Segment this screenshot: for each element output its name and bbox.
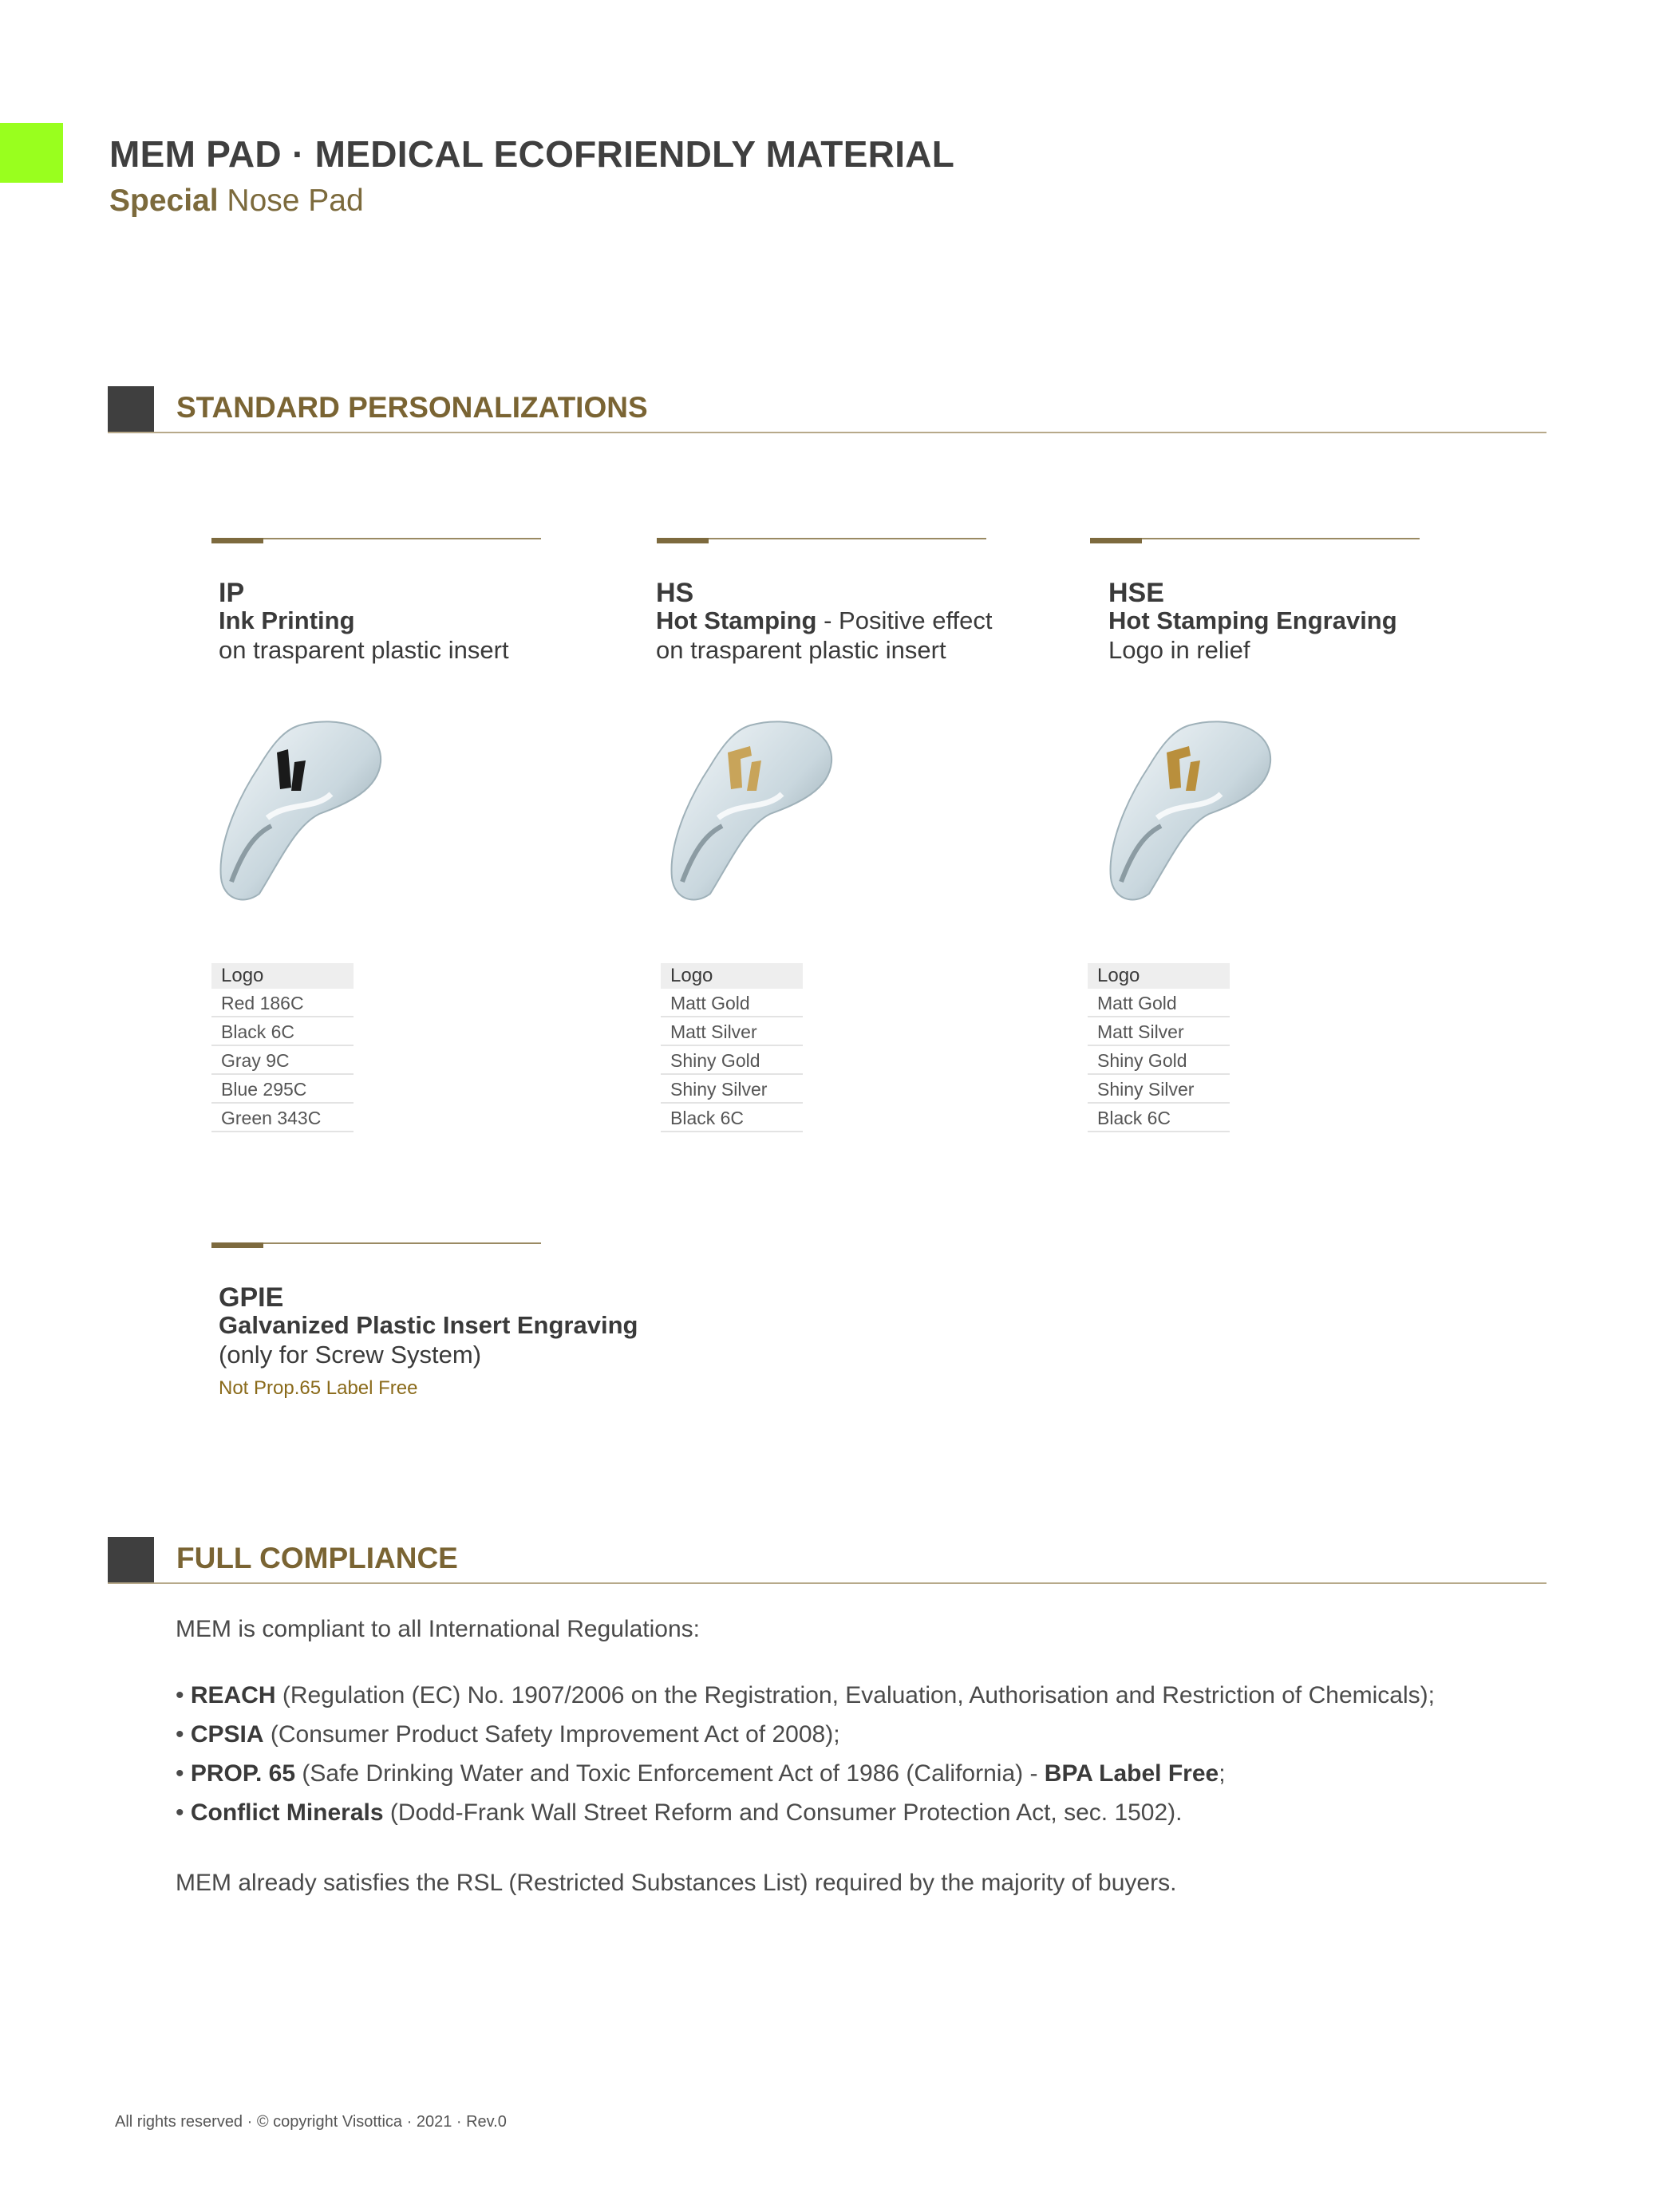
options-table-row: Black 6C <box>211 1017 354 1046</box>
options-table-row: Matt Silver <box>661 1017 803 1046</box>
page-marker-tab <box>0 123 63 183</box>
nose-pad-image-ip <box>211 714 395 906</box>
option-name-gpie <box>219 1311 638 1340</box>
options-table-header: Logo <box>1088 963 1230 989</box>
pad-body <box>1111 721 1271 899</box>
section-marker-square <box>108 386 154 433</box>
option-name-hse <box>1108 606 1397 635</box>
option-code-hs: HS <box>656 578 694 608</box>
subtitle-bold: Special <box>109 184 219 218</box>
option-code-ip: IP <box>219 578 245 608</box>
option-name-bold: Hot Stamping Engraving <box>1108 606 1397 634</box>
section-marker-square <box>108 1537 154 1583</box>
options-table-row: Matt Silver <box>1088 1017 1230 1046</box>
option-desc-hs: on trasparent plastic insert <box>656 636 946 664</box>
regulation-tail: ; <box>1219 1760 1226 1787</box>
column-rule-accent <box>1090 538 1142 543</box>
column-rule-accent <box>211 538 263 543</box>
option-name-bold: Hot Stamping <box>656 606 817 634</box>
copyright-footer: All rights reserved · © copyright Visottica · 2021 · Rev.0 <box>115 2113 507 2131</box>
options-table-hs <box>661 963 803 1132</box>
options-table-row: Blue 295C <box>211 1075 354 1104</box>
page-title: MEM PAD · MEDICAL ECOFRIENDLY MATERIAL <box>109 133 955 175</box>
option-name-ip <box>219 606 355 635</box>
section-title-personalizations: STANDARD PERSONALIZATIONS <box>176 391 648 424</box>
compliance-intro: MEM is compliant to all International Regulations: <box>176 1616 700 1642</box>
compliance-item-cpsia: • CPSIA (Consumer Product Safety Improvement Act of 2008); <box>176 1721 840 1748</box>
prop65-note: Not Prop.65 Label Free <box>219 1377 418 1399</box>
options-table-row: Shiny Gold <box>661 1046 803 1075</box>
pad-body <box>672 721 832 899</box>
regulation-desc: (Consumer Product Safety Improvement Act of 2008); <box>263 1721 840 1748</box>
compliance-item-prop65: • PROP. 65 (Safe Drinking Water and Toxic Enforcement Act of 1986 (California) - BPA Label Free; <box>176 1760 1226 1787</box>
options-table-row: Green 343C <box>211 1104 354 1132</box>
regulation-name: Conflict Minerals <box>190 1799 384 1826</box>
compliance-item-conflict-minerals: • Conflict Minerals (Dodd-Frank Wall Street Reform and Consumer Protection Act, sec. 1502). <box>176 1799 1183 1826</box>
options-table-row: Matt Gold <box>1088 989 1230 1017</box>
subtitle-rest: Nose Pad <box>218 184 364 218</box>
option-desc-gpie: (only for Screw System) <box>219 1341 482 1369</box>
option-name-hs <box>656 606 992 635</box>
option-name-rest: - Positive effect <box>816 606 993 634</box>
options-table-row: Shiny Silver <box>661 1075 803 1104</box>
regulation-label: BPA Label Free <box>1044 1760 1219 1787</box>
option-name-bold: Ink Printing <box>219 606 355 634</box>
section-rule <box>108 432 1546 433</box>
options-table-header: Logo <box>661 963 803 989</box>
options-table-row: Matt Gold <box>661 989 803 1017</box>
pad-body <box>221 721 381 899</box>
section-title-compliance: FULL COMPLIANCE <box>176 1542 458 1574</box>
option-name-bold: Galvanized Plastic Insert Engraving <box>219 1311 638 1339</box>
nose-pad-image-hs <box>662 714 846 906</box>
option-desc-hse: Logo in relief <box>1108 636 1250 664</box>
nose-pad-image-hse <box>1101 714 1285 906</box>
compliance-item-reach: • REACH (Regulation (EC) No. 1907/2006 on the Registration, Evaluation, Authorisation and Restriction of Chemicals); <box>176 1682 1435 1708</box>
regulation-desc: (Dodd-Frank Wall Street Reform and Consumer Protection Act, sec. 1502). <box>383 1799 1183 1826</box>
compliance-outro: MEM already satisfies the RSL (Restricted Substances List) required by the majority of buyers. <box>176 1870 1177 1896</box>
options-table-ip <box>211 963 354 1132</box>
options-table-row: Shiny Gold <box>1088 1046 1230 1075</box>
column-rule-accent <box>657 538 709 543</box>
regulation-name: PROP. 65 <box>190 1760 296 1787</box>
regulation-desc: (Safe Drinking Water and Toxic Enforcement Act of 1986 (California) - <box>295 1760 1045 1787</box>
regulation-name: CPSIA <box>190 1721 264 1748</box>
option-desc-ip: on trasparent plastic insert <box>219 636 509 664</box>
options-table-row: Red 186C <box>211 989 354 1017</box>
regulation-desc: (Regulation (EC) No. 1907/2006 on the Registration, Evaluation, Authorisation and Restriction of Chemicals); <box>275 1682 1435 1708</box>
options-table-row: Black 6C <box>661 1104 803 1132</box>
regulation-name: REACH <box>190 1682 276 1708</box>
page-subtitle <box>109 184 364 219</box>
options-table-row: Shiny Silver <box>1088 1075 1230 1104</box>
column-rule-accent <box>211 1242 263 1248</box>
options-table-header: Logo <box>211 963 354 989</box>
section-rule <box>108 1582 1546 1584</box>
options-table-row: Black 6C <box>1088 1104 1230 1132</box>
option-code-gpie: GPIE <box>219 1282 284 1313</box>
options-table-row: Gray 9C <box>211 1046 354 1075</box>
option-code-hse: HSE <box>1108 578 1164 608</box>
options-table-hse <box>1088 963 1230 1132</box>
